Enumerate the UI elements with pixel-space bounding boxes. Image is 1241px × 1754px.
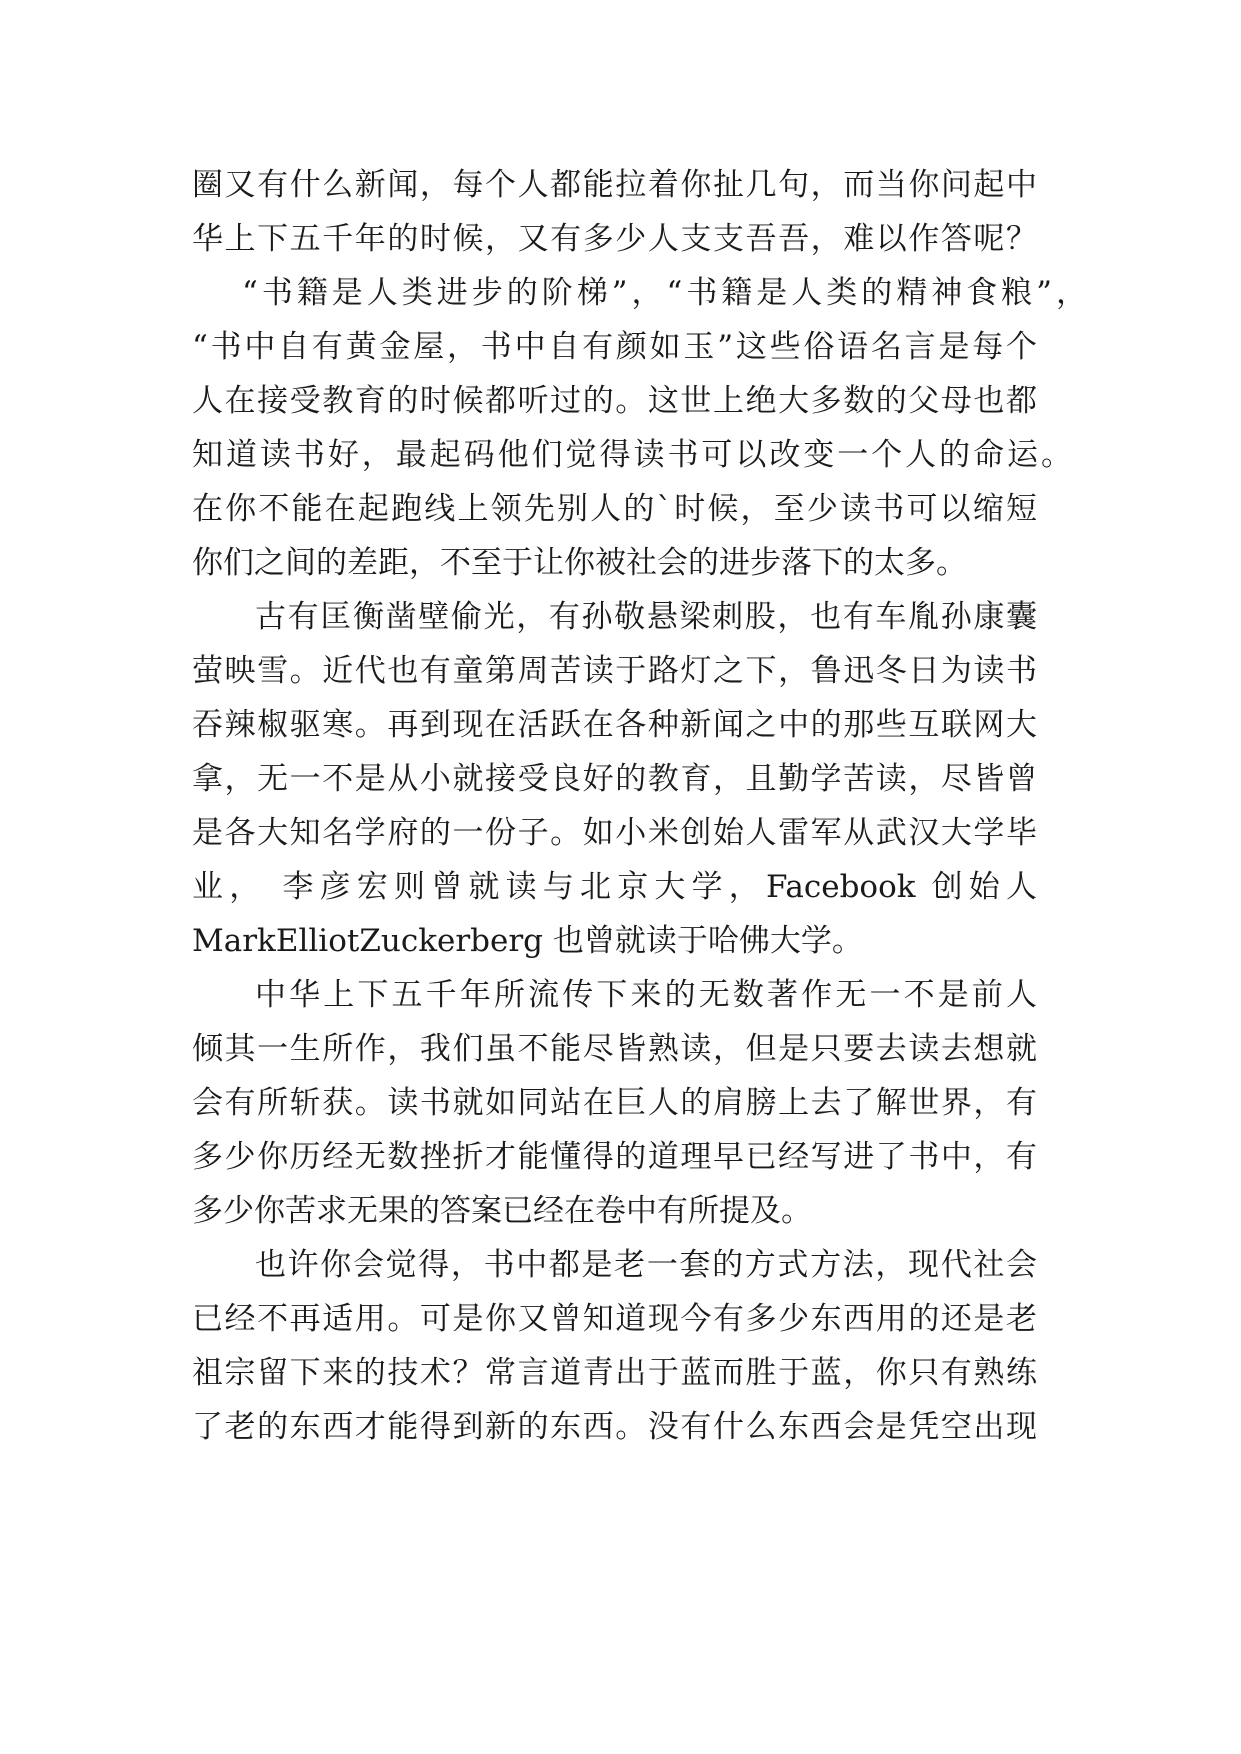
text-line: 古有匡衡凿壁偷光，有孙敬悬梁刺股，也有车胤孙康囊 bbox=[255, 599, 1037, 635]
text-line: 人在接受教育的时候都听过的。这世上绝大多数的父母也都 bbox=[192, 383, 1037, 419]
text-line: 圈又有什么新闻，每个人都能拉着你扯几句，而当你问起中 bbox=[192, 167, 1037, 203]
text-line: 倾其一生所作，我们虽不能尽皆熟读，但是只要去读去想就 bbox=[192, 1031, 1037, 1067]
text-line: 多少你历经无数挫折才能懂得的道理早已经写进了书中，有 bbox=[192, 1139, 1037, 1175]
text-line: 也许你会觉得，书中都是老一套的方式方法，现代社会 bbox=[255, 1247, 1037, 1283]
text-line: 萤映雪。近代也有童第周苦读于路灯之下，鲁迅冬日为读书 bbox=[192, 653, 1037, 689]
text-line: 华上下五千年的时候，又有多少人支支吾吾，难以作答呢？ bbox=[192, 221, 1037, 257]
text-line: “书中自有黄金屋，书中自有颜如玉”这些俗语名言是每个 bbox=[192, 329, 1037, 365]
text-line: 是各大知名学府的一份子。如小米创始人雷军从武汉大学毕 bbox=[192, 815, 1037, 851]
text-line: 业， 李彦宏则曾就读与北京大学，Facebook 创始人 bbox=[192, 869, 1037, 905]
text-line: 你们之间的差距，不至于让你被社会的进步落下的太多。 bbox=[192, 545, 967, 581]
text-line: 拿，无一不是从小就接受良好的教育，且勤学苦读，尽皆曾 bbox=[192, 761, 1037, 797]
text-line: 在你不能在起跑线上领先别人的`时候，至少读书可以缩短 bbox=[192, 491, 1037, 527]
text-line: “书籍是人类进步的阶梯”，“书籍是人类的精神食粮”， bbox=[242, 275, 1087, 311]
text-line: 了老的东西才能得到新的东西。没有什么东西会是凭空出现 bbox=[192, 1409, 1037, 1445]
text-line: 祖宗留下来的技术？常言道青出于蓝而胜于蓝，你只有熟练 bbox=[192, 1355, 1037, 1391]
text-line: 吞辣椒驱寒。再到现在活跃在各种新闻之中的那些互联网大 bbox=[192, 707, 1037, 743]
text-line: 中华上下五千年所流传下来的无数著作无一不是前人 bbox=[255, 977, 1037, 1013]
text-line: 知道读书好，最起码他们觉得读书可以改变一个人的命运。 bbox=[192, 437, 1072, 473]
text-line: 多少你苦求无果的答案已经在卷中有所提及。 bbox=[192, 1193, 812, 1229]
text-line: MarkElliotZuckerberg 也曾就读于哈佛大学。 bbox=[192, 923, 863, 959]
text-line: 已经不再适用。可是你又曾知道现今有多少东西用的还是老 bbox=[192, 1301, 1037, 1337]
text-line: 会有所斩获。读书就如同站在巨人的肩膀上去了解世界，有 bbox=[192, 1085, 1037, 1121]
